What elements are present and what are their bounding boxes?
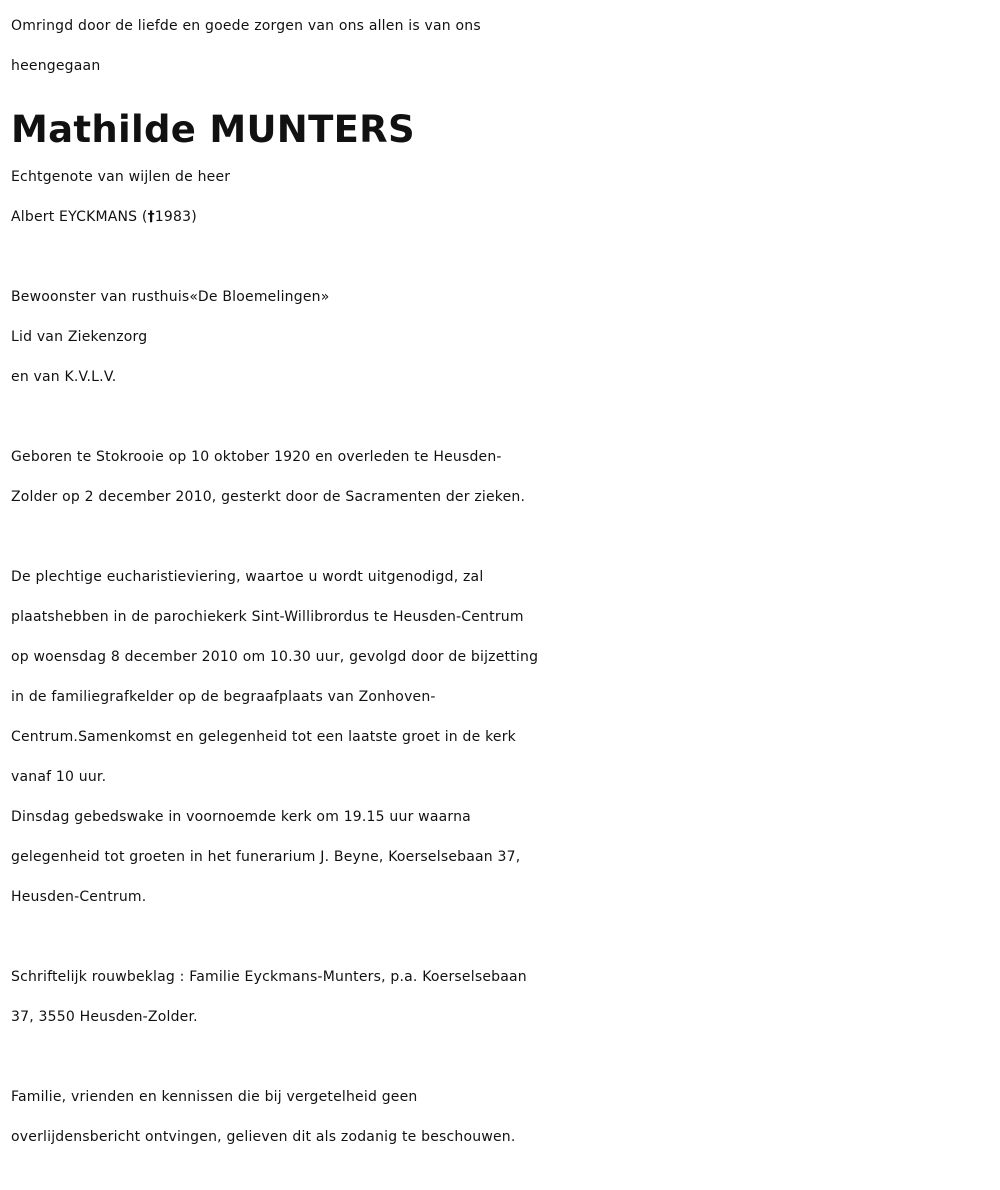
ceremony-line: in de familiegrafkelder op de begraafplaats van Zonhoven- xyxy=(11,689,436,705)
ceremony-line: Centrum.Samenkomst en gelegenheid tot een laatste groet in de kerk xyxy=(11,729,516,745)
ceremony-line: vanaf 10 uur. xyxy=(11,769,107,785)
spacer xyxy=(11,917,990,957)
spacer xyxy=(11,397,990,437)
spacer xyxy=(11,237,990,277)
ceremony-line: gelegenheid tot groeten in het funerarium J. Beyne, Koerselsebaan 37, xyxy=(11,849,521,865)
membership-line: Bewoonster van rusthuis«De Bloemelingen» xyxy=(11,289,330,305)
ceremony-line: op woensdag 8 december 2010 om 10.30 uur, gevolgd door de bijzetting xyxy=(11,649,539,665)
intro-line: heengegaan xyxy=(11,58,101,74)
cross-icon: † xyxy=(147,209,155,225)
closing-line: overlijdensbericht ontvingen, gelieven dit als zodanig te beschouwen. xyxy=(11,1129,516,1145)
spouse-line: Echtgenote van wijlen de heer xyxy=(11,169,231,185)
condolences-line: 37, 3550 Heusden-Zolder. xyxy=(11,1009,198,1025)
membership-line: en van K.V.L.V. xyxy=(11,369,117,385)
birth-death-line: Zolder op 2 december 2010, gesterkt door de Sacramenten der zieken. xyxy=(11,489,526,505)
spouse-name-line xyxy=(11,197,990,237)
ceremony-line: Heusden-Centrum. xyxy=(11,889,147,905)
closing-line: Familie, vrienden en kennissen die bij vergetelheid geen xyxy=(11,1089,418,1105)
birth-death-line: Geboren te Stokrooie op 10 oktober 1920 en overleden te Heusden- xyxy=(11,449,502,465)
spacer xyxy=(11,517,990,557)
deceased-name: Mathilde MUNTERS xyxy=(11,108,415,151)
condolences-line: Schriftelijk rouwbeklag : Familie Eyckmans-Munters, p.a. Koerselsebaan xyxy=(11,969,527,985)
spouse-death-year: 1983) xyxy=(154,209,197,225)
ceremony-line: De plechtige eucharistieviering, waartoe u wordt uitgenodigd, zal xyxy=(11,569,484,585)
spouse-name: Albert EYCKMANS ( xyxy=(11,209,148,225)
membership-line: Lid van Ziekenzorg xyxy=(11,329,148,345)
spacer xyxy=(11,1037,990,1077)
ceremony-line: Dinsdag gebedswake in voornoemde kerk om 19.15 uur waarna xyxy=(11,809,471,825)
intro-line: Omringd door de liefde en goede zorgen van ons allen is van ons xyxy=(11,18,481,34)
ceremony-line: plaatshebben in de parochiekerk Sint-Willibrordus te Heusden-Centrum xyxy=(11,609,524,625)
